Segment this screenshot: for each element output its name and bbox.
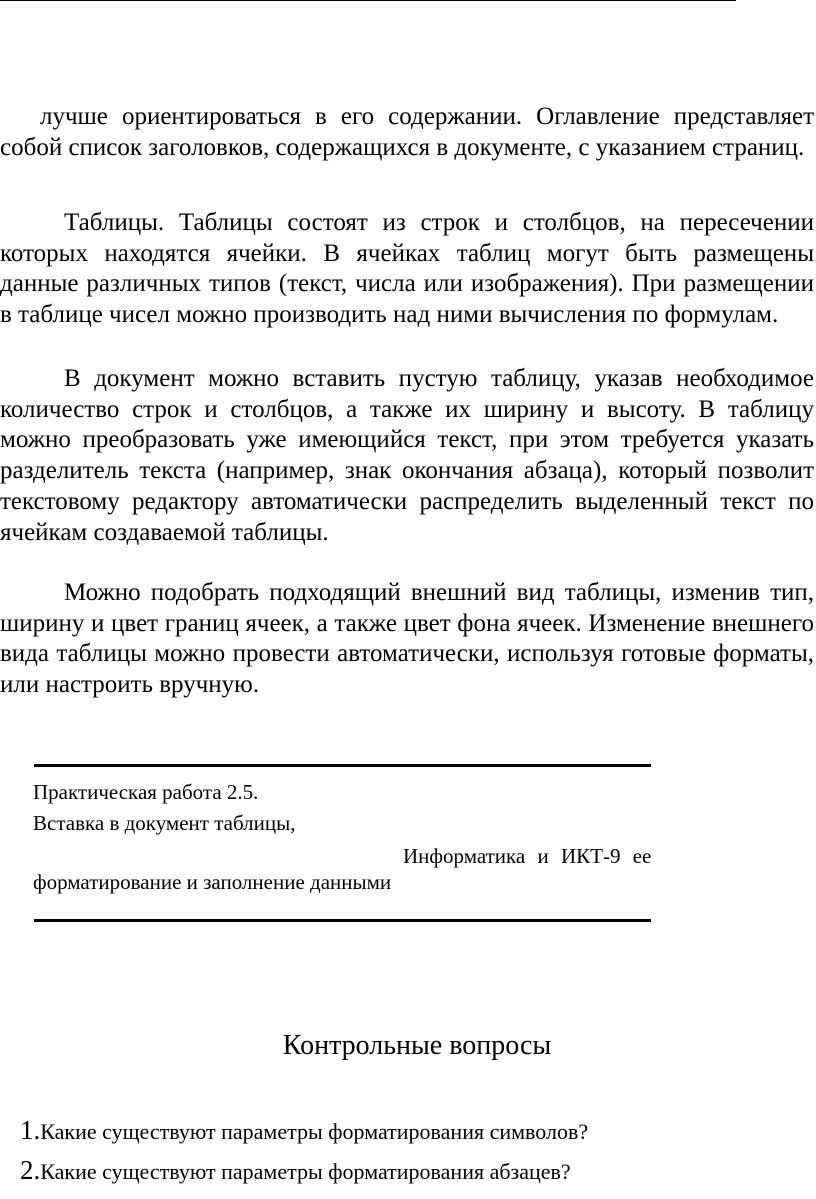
top-rule — [0, 0, 736, 1]
question-item — [20, 1155, 571, 1187]
question-item — [20, 1115, 588, 1147]
paragraph-insert-table: В документ можно вставить пустую таблицу, указав необходимое количество строк и столбцов, а также их ширину и высоту. В таблицу можно преобразовать уже имеющийся текст, при этом требуется указать разделитель текста (например, знак окончания абзаца), который позволит текстовому редактору автоматически распределить выделенный текст по ячейкам создаваемой таблицы. — [0, 365, 814, 546]
question-text: Какие существуют параметры форматирования символов? — [40, 1119, 589, 1144]
question-text: Какие существуют параметры форматирования абзацев? — [40, 1159, 571, 1184]
practical-title: Практическая работа 2.5. — [33, 780, 259, 804]
question-number: 2. — [20, 1155, 41, 1185]
paragraph-contents: лучше ориентироваться в его содержании. Оглавление представляет собой список заголовков, содержащихся в документе, с указанием страниц. — [0, 103, 814, 161]
practical-subtitle: Вставка в документ таблицы, — [33, 811, 296, 835]
practical-subtitle-cont: форматирование и заполнение данными — [33, 870, 392, 894]
practical-bottom-rule — [34, 919, 651, 922]
practical-top-rule — [34, 764, 651, 767]
practical-source: Информатика и ИКТ-9 ее — [403, 844, 652, 868]
questions-heading: Контрольные вопросы — [282, 1030, 552, 1061]
paragraph-table-style: Можно подобрать подходящий внешний вид таблицы, изменив тип, ширину и цвет границ ячеек, а также цвет фона ячеек. Изменение внешнего вида таблицы можно провести автоматически, используя готовые форматы, или настроить вручную. — [0, 579, 814, 699]
paragraph-tables: Таблицы. Таблицы состоят из строк и столбцов, на пересечении которых находятся ячейки. В ячейках таблиц могут быть размещены данные различных типов (текст, числа или изображения). При размещении в таблице чисел можно производить над ними вычисления по формулам. — [0, 209, 814, 329]
question-number: 1. — [20, 1115, 41, 1145]
